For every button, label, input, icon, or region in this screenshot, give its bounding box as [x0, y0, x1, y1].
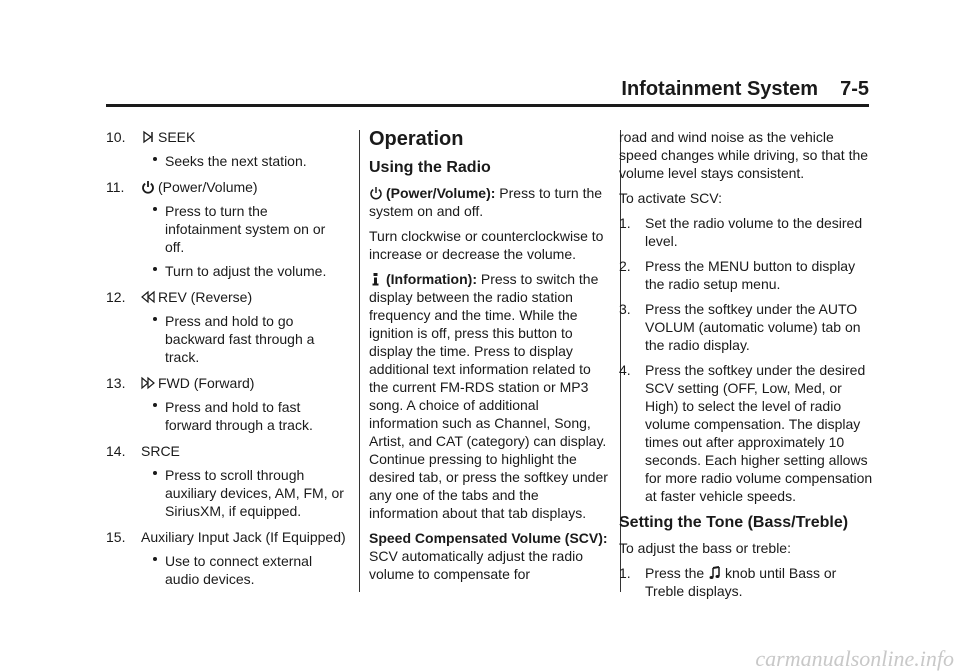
bullet-item: Press to turn the infotainment system on or off.: [106, 202, 346, 256]
seek-icon: [141, 130, 155, 144]
paragraph-volume: Turn clockwise or counterclockwise to increase or decrease the volume.: [369, 228, 604, 262]
column-divider: [359, 130, 360, 592]
bullet-item: Press to scroll through auxiliary devices, AM, FM, or SiriusXM, if equipped.: [106, 466, 346, 520]
info-icon: [369, 272, 383, 286]
bullet-item: Press and hold to fast forward through a track.: [106, 398, 346, 434]
item-number: 10.: [106, 129, 126, 145]
numbered-step: 4. Press the softkey under the desired SCV setting (OFF, Low, Med, or High) to select the level of radio volume compensation. The display times out after approximately 10 seconds. Each higher setting allows for more radio volume compensation at faster vehicle speeds.: [619, 362, 873, 504]
column-operation: [369, 128, 609, 590]
paragraph-scv: [369, 529, 609, 583]
control-item-rev: [106, 288, 346, 366]
page-number: 7-5: [840, 78, 869, 100]
bullet-item: Seeks the next station.: [106, 152, 346, 170]
header-title: [621, 80, 869, 98]
item-label: SEEK: [158, 129, 196, 145]
section-title: Infotainment System: [621, 78, 819, 100]
term-label: (Power/Volume):: [386, 185, 496, 201]
item-label: (Power/Volume): [158, 179, 258, 195]
control-item-seek: [106, 128, 346, 170]
term-label: Speed Compensated Volume (SCV):: [369, 530, 608, 546]
control-item-srce: [106, 442, 346, 520]
paragraph-power: [369, 184, 609, 220]
column-scv-tone: [619, 128, 874, 607]
item-label: SRCE: [141, 443, 180, 459]
item-number: 11.: [106, 179, 125, 195]
item-number: 15.: [106, 529, 126, 545]
bullet-item: Use to connect external audio devices.: [106, 552, 346, 588]
numbered-step: 2. Press the MENU button to display the radio setup menu.: [619, 258, 856, 292]
item-number: 14.: [106, 443, 126, 459]
numbered-step: 3. Press the softkey under the AUTO VOLUM (automatic volume) tab on the radio display.: [619, 301, 861, 353]
tone-note-icon: [708, 566, 722, 580]
power-icon: [141, 180, 155, 194]
item-label: REV (Reverse): [158, 289, 253, 305]
item-label: FWD (Forward): [158, 375, 255, 391]
paragraph-information: [369, 270, 609, 522]
bullet-item: Turn to adjust the volume.: [106, 262, 346, 280]
column-controls-list: [106, 128, 346, 596]
control-item-aux: [106, 528, 346, 588]
page-header: [106, 80, 869, 107]
paragraph-continued: road and wind noise as the vehicle speed changes while driving, so that the volume level stays consistent.: [619, 129, 869, 181]
bullet-item: Press and hold to go backward fast through a track.: [106, 312, 346, 366]
item-number: 13.: [106, 375, 126, 391]
term-label: (Information):: [386, 271, 477, 287]
term-description: Press to turn the system on and off.: [369, 185, 603, 219]
section-heading: Operation: [369, 128, 464, 150]
subsection-heading: Using the Radio: [369, 159, 491, 176]
numbered-step: 1. Press the knob until Bass or Treble displays.: [619, 565, 837, 599]
power-icon: [369, 186, 383, 200]
item-number: 12.: [106, 289, 126, 305]
paragraph-activate: To activate SCV:: [619, 190, 722, 206]
term-description: Press to switch the display between the radio station frequency and the time. While the ignition is off, press this button to display the time. Press to display additional text information related to the current FM-RDS station or MP3 song. A choice of additional information such as Channel, Song, Artist, and CAT (category) can display. Continue pressing to highlight the desired tab, or press the softkey under any one of the tabs and the information about that tab displays.: [369, 271, 608, 521]
watermark: carmanualsonline.info: [755, 646, 954, 671]
rewind-icon: [141, 290, 155, 304]
paragraph-tone-intro: To adjust the bass or treble:: [619, 540, 791, 556]
control-item-fwd: [106, 374, 346, 434]
subsection-heading: Setting the Tone (Bass/Treble): [619, 514, 849, 531]
control-item-power: [106, 178, 346, 280]
fast-forward-icon: [141, 376, 155, 390]
item-label: Auxiliary Input Jack (If Equipped): [141, 529, 346, 545]
term-description: SCV automatically adjust the radio volume to compensate for: [369, 548, 583, 582]
numbered-step: 1. Set the radio volume to the desired level.: [619, 215, 863, 249]
